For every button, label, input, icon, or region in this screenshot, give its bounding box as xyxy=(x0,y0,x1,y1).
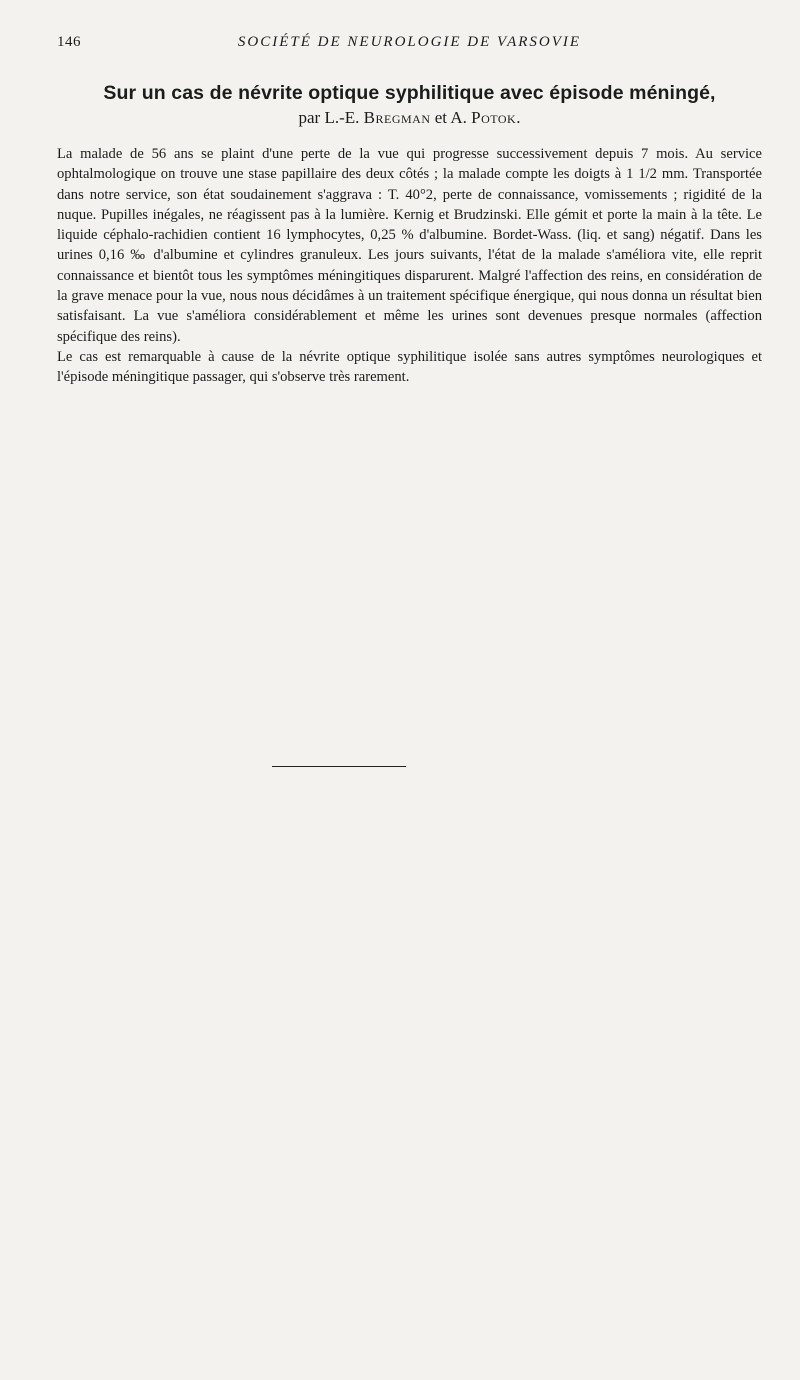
article-body xyxy=(57,144,762,388)
page xyxy=(57,30,762,388)
authors-conjunction: et xyxy=(430,108,451,127)
authors-suffix: . xyxy=(516,108,521,127)
authors-prefix: par xyxy=(298,108,325,127)
running-header xyxy=(57,30,762,54)
author1-name: Bregman xyxy=(363,108,431,127)
paragraph-1: La malade de 56 ans se plaint d'une perte de la vue qui progresse successivement depuis 7 mois. Au service ophtalmologique on trouve une stase papillaire des deux côtés ; la malade compte les doigts à 1 1/2 mm. Transportée dans notre service, son état soudainement s'aggrava : T. 40°2, perte de connaissance, vomissements ; rigidité de la nuque. Pupilles inégales, ne réagissent pas à la lumière. Kernig et Brudzinski. Elle gémit et porte la main à la tête. Le liquide céphalo-rachidien contient 16 lymphocytes, 0,25 % d'albumine. Bordet-Wass. (liq. et sang) négatif. Dans les urines 0,16 ‰ d'albumine et cylindres granuleux. Les jours suivants, l'état de la malade s'améliora vite, elle reprit connaissance et bientôt tous les symptômes méningitiques disparurent. Malgré l'affection des reins, en considération de la grave menace pour la vue, nous nous décidâmes à un traitement spécifique énergique, qui nous donna un résultat bien satisfaisant. La vue s'améliora considérablement et même les urines sont devenues presque normales (affection spécifique des reins). xyxy=(57,146,762,345)
article-title: Sur un cas de névrite optique syphilitique avec épisode méningé, xyxy=(103,82,716,104)
journal-title: SOCIÉTÉ DE NEUROLOGIE DE VARSOVIE xyxy=(237,34,582,50)
author1-initials: L.-E. xyxy=(324,108,364,127)
authors-line xyxy=(57,107,762,129)
page-number: 146 xyxy=(57,34,81,50)
paragraph-2: Le cas est remarquable à cause de la névrite optique syphilitique isolée sans autres symptômes neurologiques et l'épisode méningitique passager, qui s'observe très rarement. xyxy=(57,348,762,386)
author2-name: Potok xyxy=(471,108,517,127)
end-separator-rule xyxy=(272,766,406,767)
author2-initials: A. xyxy=(450,108,472,127)
